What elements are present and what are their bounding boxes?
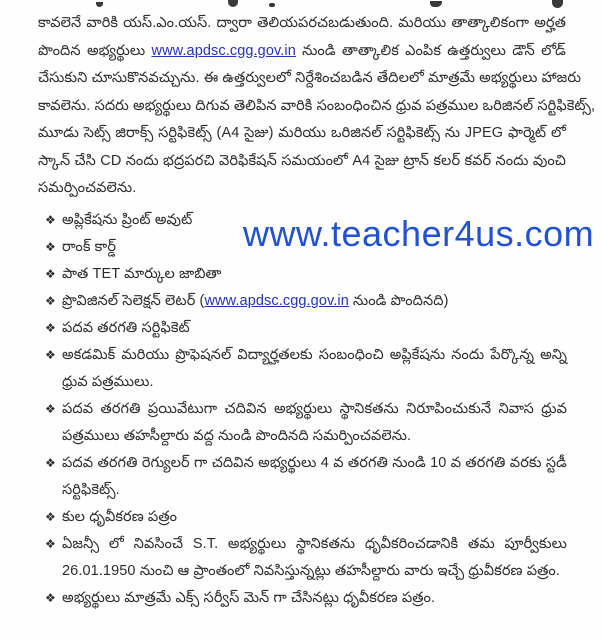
paragraph-line: [38, 38, 566, 66]
list-item: [45, 504, 567, 531]
list-item: [45, 261, 567, 288]
list-item-text: అప్లికేషను ప్రింట్ అవుట్: [62, 212, 193, 228]
list-item-text: పదవ తరగతి ప్రయివేటుగా చదివిన అభ్యర్థులు స్థానికతను నిరూపించుకునే నివాస ధ్రువ పత్రములు తహసీల్దారు వద్ద నుండి పొందినది సమర్పించవలెను.: [62, 401, 567, 444]
diamond-bullet-icon: ❖: [45, 510, 56, 524]
list-item: [45, 207, 567, 234]
list-item: [45, 288, 567, 315]
diamond-bullet-icon: ❖: [45, 213, 56, 227]
diamond-bullet-icon: ❖: [45, 456, 56, 470]
diamond-bullet-icon: ❖: [45, 591, 56, 605]
diamond-bullet-icon: ❖: [45, 402, 56, 416]
list-item: [45, 585, 567, 612]
text-run: పొందిన అభ్యర్థులు: [38, 42, 152, 59]
paragraph-line: స్కాన్ చేసి CD నందు భద్రపరచి వెరిఫికేషన్ సమయంలో A4 సైజు ట్రాన్ కలర్ కవర్ నందు వుంచి: [38, 152, 566, 169]
list-item: [45, 450, 567, 504]
diamond-bullet-icon: ❖: [45, 321, 56, 335]
paragraph-line: సమర్పించవలెను.: [38, 180, 137, 196]
cropped-glyph: [269, 3, 275, 7]
list-item-text: పాత TET మార్కుల జాబితా: [62, 266, 222, 282]
apdsc-link[interactable]: www.apdsc.cgg.gov.in: [204, 293, 349, 309]
list-item-text: అభ్యర్థులు మాత్రమే ఎక్స్ సర్వీస్ మెన్ గా చేసినట్లు ధృవీకరణ పత్రం.: [62, 590, 436, 606]
diamond-bullet-icon: ❖: [45, 267, 56, 281]
paragraph-line: కావలెనే వారికి యస్.ఎం.యస్. ద్వారా తెలియపరచబడుతుంది. మరియు తాత్కాలికంగా అర్హత: [38, 15, 566, 31]
text-run: నుండి తాత్కాలిక ఎంపిక ఉత్తర్వులు డౌన్ లోడ్: [295, 42, 566, 59]
list-item-text: కుల ధృవీకరణ పత్రం: [62, 509, 178, 525]
diamond-bullet-icon: ❖: [45, 294, 56, 308]
paragraph-line: మూడు సెట్స్ జిరాక్స్ సర్టిఫికెట్స్ (A4 సైజు) మరియు ఒరిజినల్ సర్టిఫికెట్స్ ను JPEG ఫార్మెట్ లో: [38, 125, 566, 141]
intro-paragraph: [38, 10, 596, 203]
list-item: [45, 234, 567, 261]
cropped-glyph: [96, 2, 103, 7]
list-item: [45, 315, 567, 342]
text-run: ప్రొవిజినల్ సెలెక్షన్ లెటర్ (: [62, 293, 205, 309]
list-item-text: పదవ తరగతి రెగ్యులర్ గా చదివిన అభ్యర్థులు 4 వ తరగతి నుండి 10 వ తరగతి వరకు స్టడీ సర్టిఫికెట్స్.: [62, 455, 567, 498]
paragraph-line: కావలెను. సదరు అభ్యర్థులు దిగువ తెలిపిన వారికి సంబంధించిన ధ్రువ పత్రముల ఒరిజినల్ సర్టిఫికెట్స్,: [38, 97, 596, 114]
diamond-bullet-icon: ❖: [45, 348, 56, 362]
list-item: [45, 531, 567, 585]
cropped-glyph: [228, 0, 238, 7]
watermark-text: www.teacher4us.com: [243, 213, 595, 254]
diamond-bullet-icon: ❖: [45, 240, 56, 254]
list-item: [45, 396, 567, 450]
requirements-list: [45, 207, 567, 612]
list-item: [45, 342, 567, 396]
list-item-text: రాంక్ కార్డ్: [62, 239, 117, 255]
list-item-text: పదవ తరగతి సర్టిఫికెట్: [62, 320, 190, 336]
diamond-bullet-icon: ❖: [45, 537, 56, 551]
text-run: నుండి పొందినది): [348, 293, 449, 309]
list-item-text: [62, 288, 567, 315]
paragraph-line: చేసుకుని చూసుకొనవచ్చును. ఈ ఉత్తర్వులలో నిర్దేశించబడిన తేదిలలో మాత్రమే అభ్యర్థులు హాజరు: [38, 70, 582, 86]
cropped-glyph: [430, 1, 442, 7]
apdsc-link[interactable]: www.apdsc.cgg.gov.in: [151, 42, 296, 59]
list-item-text: అకడమిక్ మరియు ప్రొఫెషనల్ విద్యార్హతలకు సంబంధించి అప్లికేషను నందు పేర్కొన్న అన్ని ధ్రువ పత్రములు.: [62, 347, 567, 390]
cropped-glyph: [552, 0, 563, 8]
list-item-text: ఏజన్సీ లో నివసించే S.T. అభ్యర్థులు స్థానికతను ధృవీకరించడానికి తమ పూర్వీకులు 26.01.1950 నుంచి ఆ ప్రాంతంలో నివసిస్తున్నట్లు తహసీల్దారు వారు ఇచ్చే ధ్రువీకరణ పత్రం.: [62, 536, 567, 579]
